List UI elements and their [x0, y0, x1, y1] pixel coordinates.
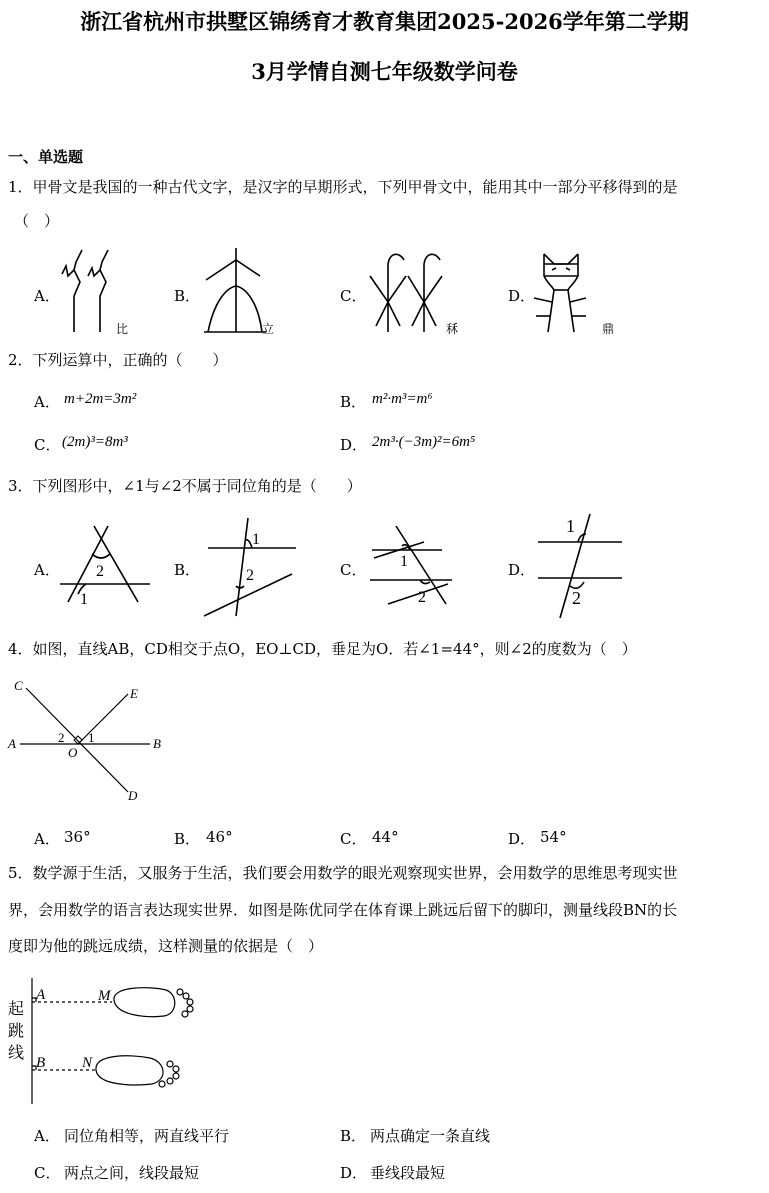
q5-option-c-text: 两点之间，线段最短: [64, 1164, 200, 1182]
q3-a-angle-1: 1: [80, 591, 88, 608]
q1-option-d-caption: 鼎: [602, 322, 615, 336]
q1-option-b-label[interactable]: B．: [174, 287, 201, 305]
q4-angle-2: 2: [58, 730, 65, 745]
q5-start-line-label: 起跳线: [8, 999, 25, 1062]
q5-option-d-text: 垂线段最短: [370, 1164, 446, 1182]
q5-label-m: M: [98, 988, 111, 1004]
q3-figure-b: [198, 514, 298, 620]
q3-figure-a: [58, 518, 158, 610]
q5-label-b: B: [36, 1055, 46, 1071]
q1-option-c-label[interactable]: C．: [340, 287, 367, 305]
q3-option-d-label[interactable]: D．: [508, 561, 536, 579]
q5-text-line3: 度即为他的跳远成绩，这样测量的依据是（ ）: [8, 937, 324, 955]
q3-figure-c: [366, 520, 466, 608]
section-heading: 一、单选题: [8, 148, 84, 166]
q5-long-jump-figure: [0, 974, 220, 1108]
q2-option-c-label[interactable]: C．: [34, 436, 61, 454]
q3-c-angle-1: 1: [400, 553, 408, 570]
q2-option-b-label[interactable]: B．: [340, 393, 367, 411]
q4-option-c-label[interactable]: C．: [340, 830, 367, 848]
q2-text: 2．下列运算中，正确的（ ）: [8, 351, 228, 369]
q3-d-angle-1: 1: [566, 516, 575, 536]
q4-option-d-label[interactable]: D．: [508, 830, 536, 848]
oracle-li-double-grain-glyph: [368, 246, 458, 336]
q2-option-d-expr: 2m³·(−3m)²=6m⁵: [372, 434, 476, 450]
q4-label-b: B: [153, 736, 161, 751]
q4-option-b-value: 46°: [206, 828, 233, 846]
q3-b-angle-2: 2: [246, 567, 254, 584]
q4-angle-1: 1: [88, 730, 95, 745]
q5-text-line1: 5．数学源于生活，又服务于生活，我们要会用数学的眼光观察现实世界，会用数学的思维思考现实世: [8, 864, 678, 882]
oracle-ding-glyph: [530, 246, 610, 336]
q2-option-a-label[interactable]: A．: [34, 393, 60, 411]
q1-option-d-label[interactable]: D．: [508, 287, 536, 305]
q3-option-a-label[interactable]: A．: [34, 561, 60, 579]
q4-figure: [0, 674, 180, 808]
q1-option-c-caption: 秝: [446, 322, 459, 336]
q4-option-c-value: 44°: [372, 828, 399, 846]
q1-option-a-label[interactable]: A．: [34, 287, 60, 305]
q2-option-a-expr: m+2m=3m²: [64, 391, 137, 407]
q4-option-a-value: 36°: [64, 828, 91, 846]
q3-b-angle-1: 1: [252, 531, 260, 548]
q4-option-d-value: 54°: [540, 828, 567, 846]
q4-label-a: A: [8, 736, 16, 751]
q4-option-a-label[interactable]: A．: [34, 830, 60, 848]
q2-option-d-label[interactable]: D．: [340, 436, 368, 454]
q5-option-d-label[interactable]: D．: [340, 1164, 368, 1182]
q3-c-angle-2: 2: [418, 589, 426, 606]
q4-option-b-label[interactable]: B．: [174, 830, 201, 848]
q5-label-n: N: [82, 1055, 93, 1071]
q4-label-e: E: [130, 686, 138, 701]
q2-option-c-expr: (2m)³=8m³: [62, 434, 128, 450]
q3-option-c-label[interactable]: C．: [340, 561, 367, 579]
q1-option-a-caption: 比: [116, 322, 129, 336]
q4-text: 4．如图，直线AB，CD相交于点O，EO⊥CD，垂足为O．若∠1=44°，则∠2的度数为（ ）: [8, 640, 637, 658]
q3-figure-d: [534, 512, 634, 622]
q1-option-b-caption: 立: [262, 322, 275, 336]
q2-option-b-expr: m²·m³=m⁶: [372, 391, 433, 407]
q3-text: 3．下列图形中，∠1与∠2不属于同位角的是（ ）: [8, 477, 362, 495]
q4-label-o: O: [68, 745, 78, 760]
q5-option-c-label[interactable]: C．: [34, 1164, 61, 1182]
q4-label-d: D: [128, 788, 138, 803]
title-line-1: 浙江省杭州市拱墅区锦绣育才教育集团2025-2026学年第二学期: [80, 9, 689, 34]
q5-text-line2: 界，会用数学的语言表达现实世界．如图是陈优同学在体育课上跳远后留下的脚印，测量线段BN的长: [8, 901, 678, 919]
q5-label-a: A: [36, 987, 46, 1003]
q3-a-angle-2: 2: [96, 563, 104, 580]
q3-option-b-label[interactable]: B．: [174, 561, 201, 579]
q5-option-a-label[interactable]: A．: [34, 1127, 60, 1145]
q3-d-angle-2: 2: [572, 588, 581, 608]
q4-label-c: C: [14, 678, 23, 693]
q1-text-line1: 1．甲骨文是我国的一种古代文字，是汉字的早期形式，下列甲骨文中，能用其中一部分平移得到的是: [8, 178, 678, 196]
q5-option-b-text: 两点确定一条直线: [370, 1127, 491, 1145]
q1-text-line2: （ ）: [14, 212, 60, 230]
q5-option-a-text: 同位角相等，两直线平行: [64, 1127, 230, 1145]
q5-option-b-label[interactable]: B．: [340, 1127, 367, 1145]
title-line-2: 3月学情自测七年级数学问卷: [251, 59, 518, 84]
